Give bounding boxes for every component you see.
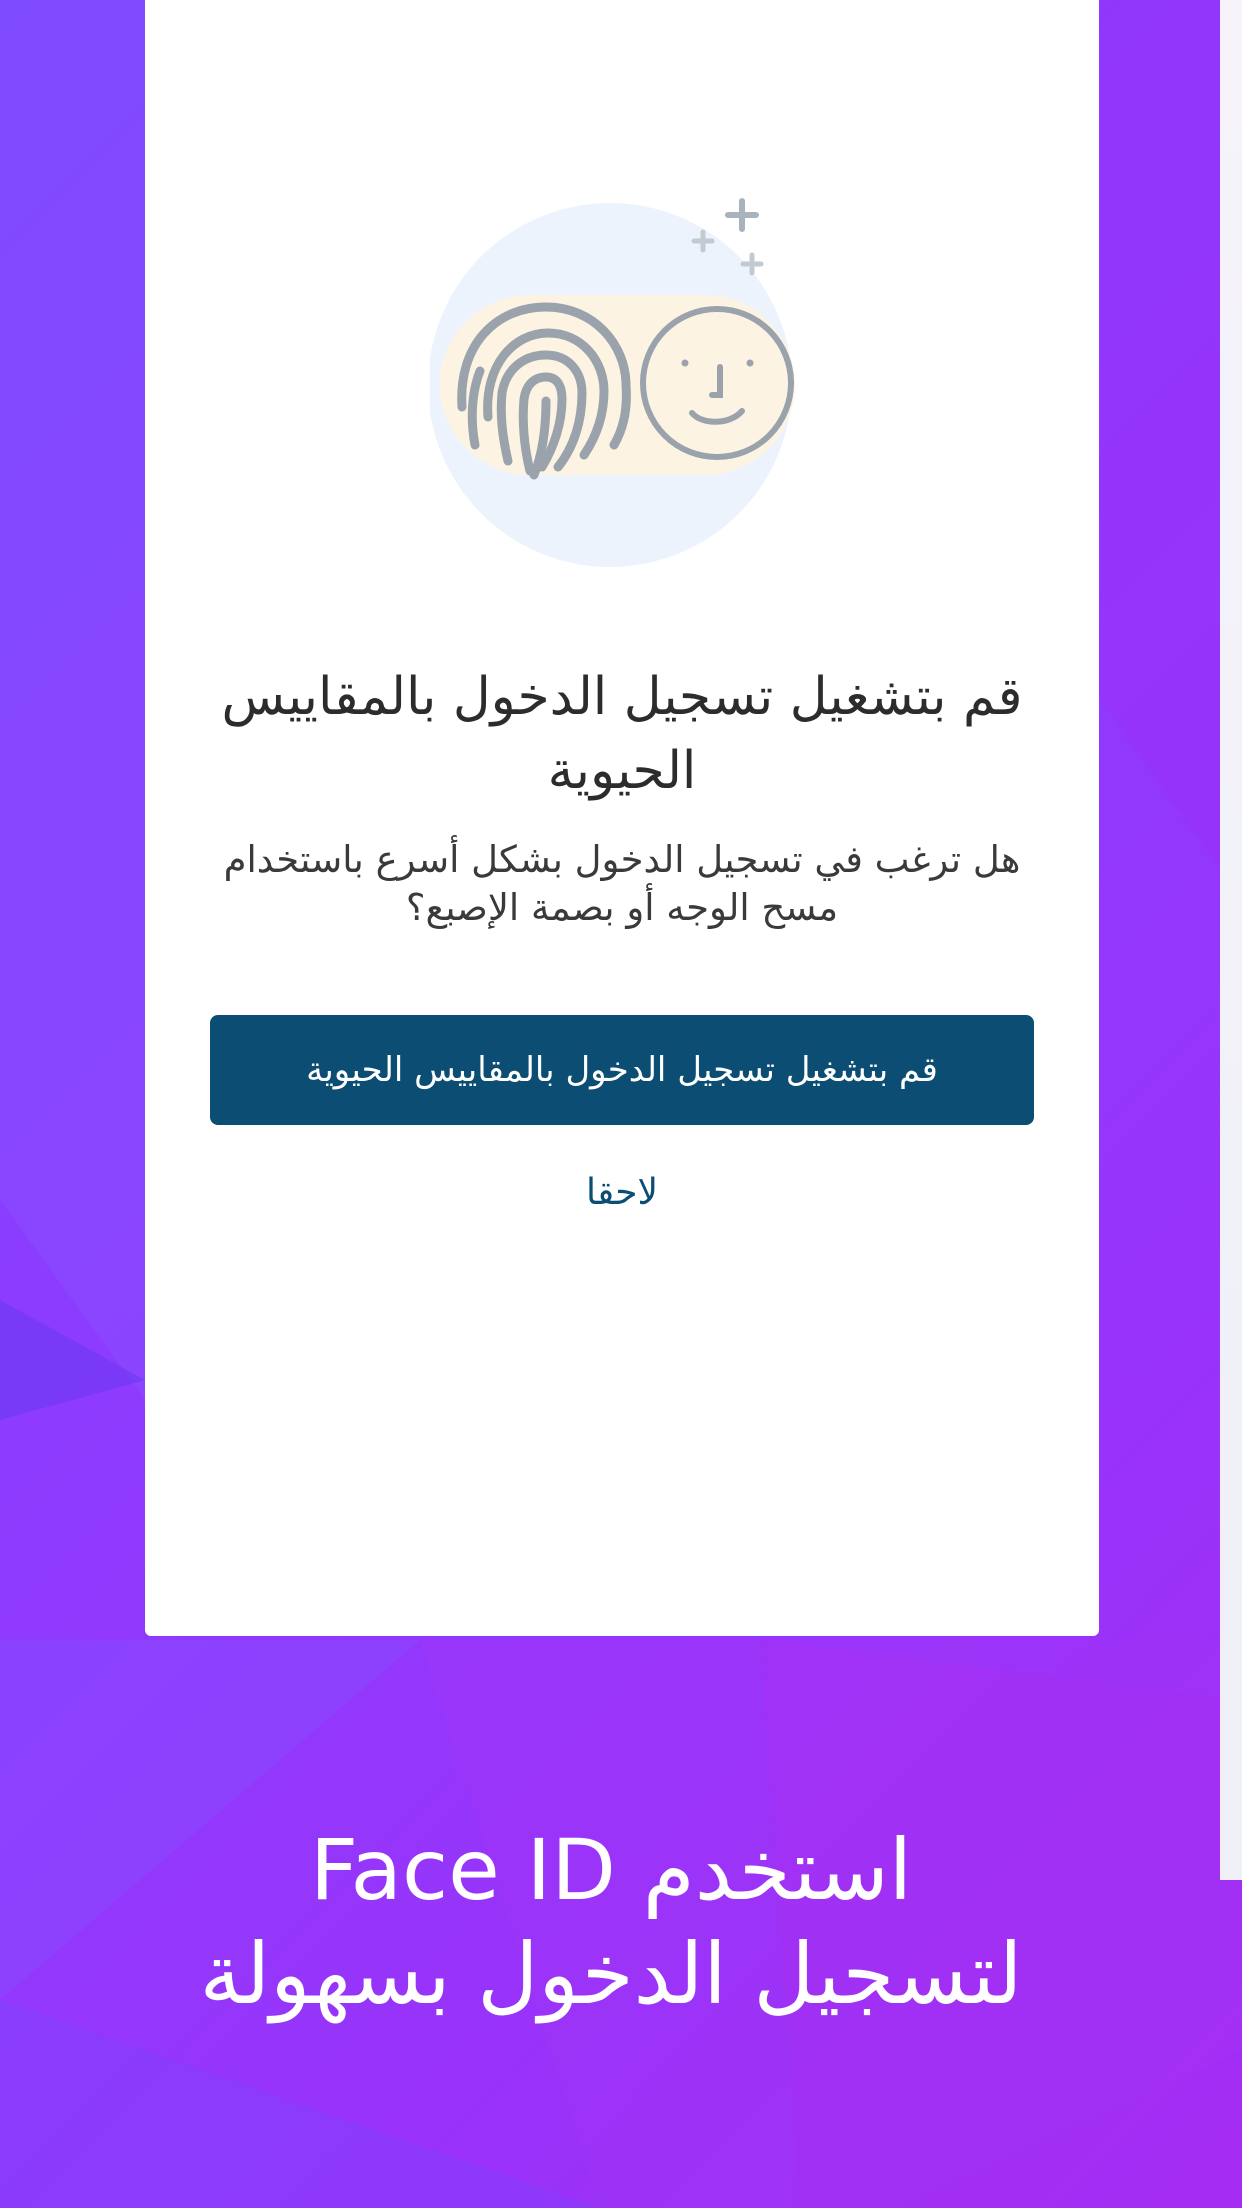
card-title: قم بتشغيل تسجيل الدخول بالمقاييس الحيوية xyxy=(221,667,1023,801)
card-description: هل ترغب في تسجيل الدخول بشكل أسرع باستخدام مسح الوجه أو بصمة الإصبع؟ xyxy=(223,838,1021,929)
promo-line-2: لتسجيل الدخول بسهولة xyxy=(199,1925,1023,2023)
enable-biometric-button[interactable]: قم بتشغيل تسجيل الدخول بالمقاييس الحيوية xyxy=(210,1015,1034,1125)
later-link[interactable]: لاحقا xyxy=(586,1172,658,1213)
adjacent-screen-edge xyxy=(1220,0,1242,1880)
promo-line-1: استخدم Face ID xyxy=(309,1821,913,1919)
promo-caption xyxy=(40,1818,1182,2026)
biometric-login-card xyxy=(145,0,1099,1636)
biometric-illustration xyxy=(430,185,830,585)
